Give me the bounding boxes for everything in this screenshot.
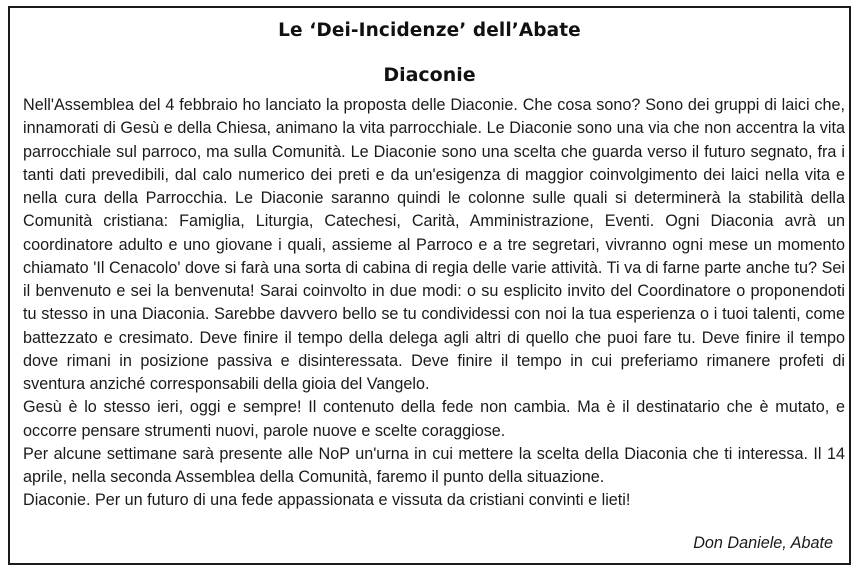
author-signature: Don Daniele, Abate [693, 534, 833, 552]
paragraph: Gesù è lo stesso ieri, oggi e sempre! Il contenuto della fede non cambia. Ma è il destinatario che è mutato, e occorre pensare strumenti nuovi, parole nuove e scelte coraggiose. [23, 398, 845, 440]
article-heading: Diaconie [383, 64, 476, 86]
article-body [23, 94, 845, 513]
article-frame [8, 6, 851, 565]
paragraph: Diaconie. Per un futuro di una fede appassionata e vissuta da cristiani convinti e lieti! [23, 491, 631, 510]
paragraph: Per alcune settimane sarà presente alle NoP un'urna in cui mettere la scelta della Diaconia che ti interessa. Il 14 aprile, nella seconda Assemblea della Comunità, faremo il punto della situazione. [23, 444, 845, 486]
column-title: Le ‘Dei-Incidenze’ dell’Abate [278, 20, 581, 41]
paragraph: Nell'Assemblea del 4 febbraio ho lanciato la proposta delle Diaconie. Che cosa sono? Sono dei gruppi di laici che, innamorati di Gesù e della Chiesa, animano la vita parrocchiale. Le Diaconie sono una via che non accentra la vita parrocchiale sul parroco, ma sulla Comunità. Le Diaconie sono una scelta che guarda verso il futuro segnato, fra i tanti dati prevedibili, dal calo numerico dei preti e da un'esigenza di maggior coinvolgimento dei laici nella vita e nella cura della Parrocchia. Le Diaconie saranno quindi le colonne sulle quali si determinerà la stabilità della Comunità cristiana: Famiglia, Liturgia, Catechesi, Carità, Amministrazione, Eventi. Ogni Diaconia avrà un coordinatore adulto e uno giovane i quali, assieme al Parroco e a tre segretari, vivranno ogni mese un momento chiamato 'Il Cenacolo' dove si farà una sorta di cabina di regia delle varie attività. Ti va di farne parte anche tu? Sei il benvenuto e sei la benvenuta! Sarai coinvolto in due modi: o su esplicito invito del Coordinatore o proponendoti tu stesso in una Diaconia. Sarebbe davvero bello se tu condividessi con noi la tua esperienza o i tuoi talenti, come battezzato e cresimato. Deve finire il tempo della delega agli altri di quello che puoi fare tu. Deve finire il tempo dove rimani in posizione passiva e disinteressata. Deve finire il tempo in cui preferiamo rimanere profeti di sventura anziché corresponsabili della gioia del Vangelo. [23, 96, 845, 393]
